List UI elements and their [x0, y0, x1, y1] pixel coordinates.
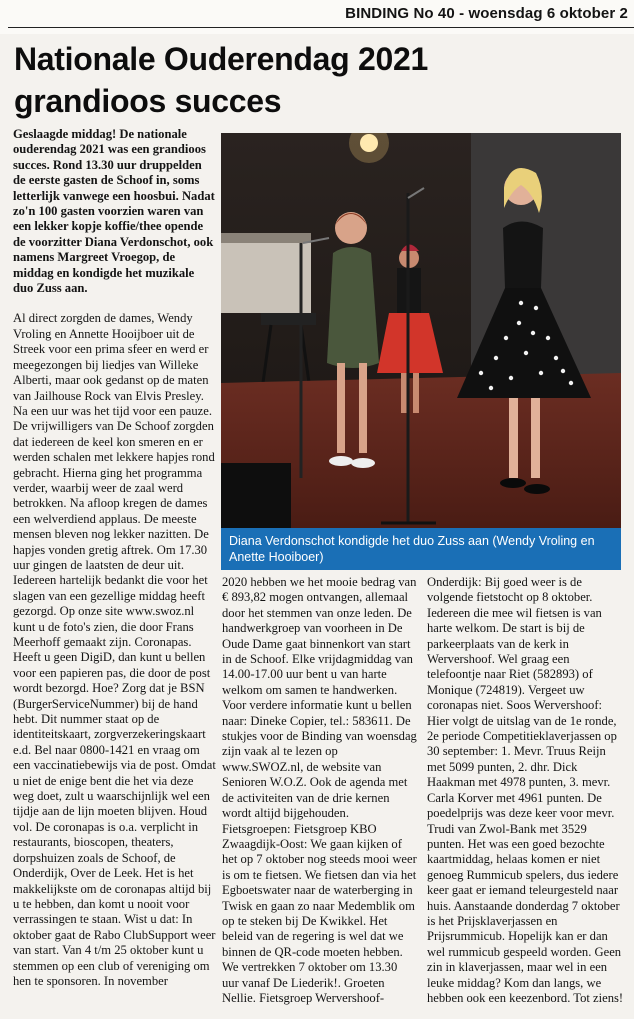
article-photo: [221, 133, 621, 528]
article-headline: [14, 38, 428, 122]
article-column-1: [13, 127, 216, 989]
stage-photo-illustration: [221, 133, 621, 528]
article-body-col1: Al direct zorgden de dames, Wendy Vroling en Annette Hooijboer uit de Streek voor een prima sfeer en werd er meegezongen bij liedjes van Willeke Alberti, maar ook gedanst op de maten van Jailhouse Rock van Elvis Presley. Na een uur was het tijd voor een pauze. De vrijwilligers van De Schoof zorgden dat iedereen de keel kon smeren en er werden schalen met lekkere hapjes rond gebracht. Hierna ging het programma verder, waarbij weer de zaal werd betrokken. Na afloop kregen de dames een welverdiend applaus. De meeste mensen bleven nog lekker nazitten. De hapjes vonden gretig aftrek. Om 17.30 uur gingen de laatsten de deur uit. Iedereen hartelijk bedankt die voor het slagen van een gezellige middag heeft gezorgd. Op onze site www.swoz.nl kunt u de foto's zien, die door Frans Meerhoff gemaakt zijn. Coronapas. Heeft u geen DigiD, dan kunt u bellen voor een papieren pas, die door de post wordt bezorgd. Hoe? Zorg dat je BSN (BurgerServiceNummer) bij de hand hebt. Dit nummer staat op de identiteitskaart, zorgverzekeringskaart e.d. Bel naar 0800-1421 en vraag om een vaccinatiebewijs via de post. Omdat u niet de enige bent die het via deze weg doet, zult u waarschijnlijk wel een tijdje aan de lijn moeten blijven. Houd vol. De coronapas is o.a. verplicht in restaurants, bioscopen, theaters, dorpshuizen zoals de Schoof, de Onderdijk, Over de Leek. Het is het makkelijkste om de coronapas altijd bij u te hebben, dan komt u nooit voor verrassingen te staan. Wist u dat: In oktober gaat de Rabo ClubSupport weer van start. Van 4 t/m 25 oktober kunt u stemmen op een club of vereniging om hen te sponsoren. In november: [13, 311, 216, 988]
article-body-col3: Onderdijk: Bij goed weer is de volgende fietstocht op 8 oktober. Iedereen die mee wil fietsen is van harte welkom. De start is bij de parkeerplaats van de kerk in Wervershoof. Wel graag een telefoontje naar Riet (582893) of Monique (724819). Vergeet uw coronapas niet. Soos Wervershoof: Hier volgt de uitslag van de 1e ronde, 2e periode Competitieklaverjassen op 30 september: 1. Mevr. Truus Reijn met 5099 punten, 2. dhr. Dick Haakman met 4978 punten, 3. mevr. Carla Korver met 4961 punten. De poedelprijs was deze keer voor mevr. Trudi van Zwol-Bank met 3529 punten. Het was een goed bezochte kaartmiddag, helaas komen er niet genoeg Rummicub spelers, dus iedere keer gaat er iemand teleurgesteld naar huis. Aanstaande donderdag 7 oktober is het Prijsklaverjassen en Prijsrummicub. Hopelijk kan er dan wel rummicub gespeeld worden. Geen zin in klaverjassen, maar wel in een leuke middag? Kom dan langs, we hebben ook een keezenbord. Tot ziens!: [427, 575, 624, 1005]
header-rule: [8, 27, 634, 28]
headline-line-1: Nationale Ouderendag 2021: [14, 41, 428, 77]
photo-caption: Diana Verdonschot kondigde het duo Zuss aan (Wendy Vroling en Anette Hooiboer): [221, 528, 621, 570]
headline-line-2: grandioos succes: [14, 83, 282, 119]
article-column-2: [222, 575, 417, 1006]
page-header-bar: [0, 0, 634, 34]
article-column-3: [427, 575, 624, 1006]
article-body-col2: 2020 hebben we het mooie bedrag van € 893,82 mogen ontvangen, allemaal door het stemmen van onze leden. De handwerkgroep van voorheen in De Oude Dame gaat binnenkort van start in de Schoof. Elke vrijdagmiddag van 14.00-17.00 uur bent u van harte welkom om samen te handwerken. Voor verdere informatie kunt u bellen naar: Dineke Copier, tel.: 583611. De stukjes voor de Binding van woensdag zijn vaak al te lezen op www.SWOZ.nl, de website van Senioren W.O.Z. Ook de agenda met de activiteiten van de drie kernen wordt altijd bijgehouden. Fietsgroepen: Fietsgroep KBO Zwaagdijk-Oost: We gaan kijken of het op 7 oktober nog steeds mooi weer is om te fietsen. We fietsen dan via het Egboetswater naar de waterberging in Twisk en gaan zo naar Medemblik om op te steken bij De Kwikkel. Het beleid van de regering is wel dat we binnen de QR-code moeten hebben. We vertrekken 7 oktober om 13.30 uur vanaf De Liederik!. Groeten Nellie. Fietsgroep Wervershoof-: [222, 575, 417, 1005]
article-lead: Geslaagde middag! De nationale ouderendag 2021 was een grandioos succes. Rond 13.30 uur druppelden de eerste gasten de Schoof in, soms letterlijk vanwege een hoosbui. Nadat zo'n 100 gasten voorzien waren van een lekker kopje koffie/thee opende de voorzitter Diana Verdonschot, ook namens Margreet Vroegop, de middag en kondigde het muzikale duo Zuss aan.: [13, 127, 215, 296]
newspaper-header: BINDING No 40 - woensdag 6 oktober 2: [345, 5, 628, 22]
